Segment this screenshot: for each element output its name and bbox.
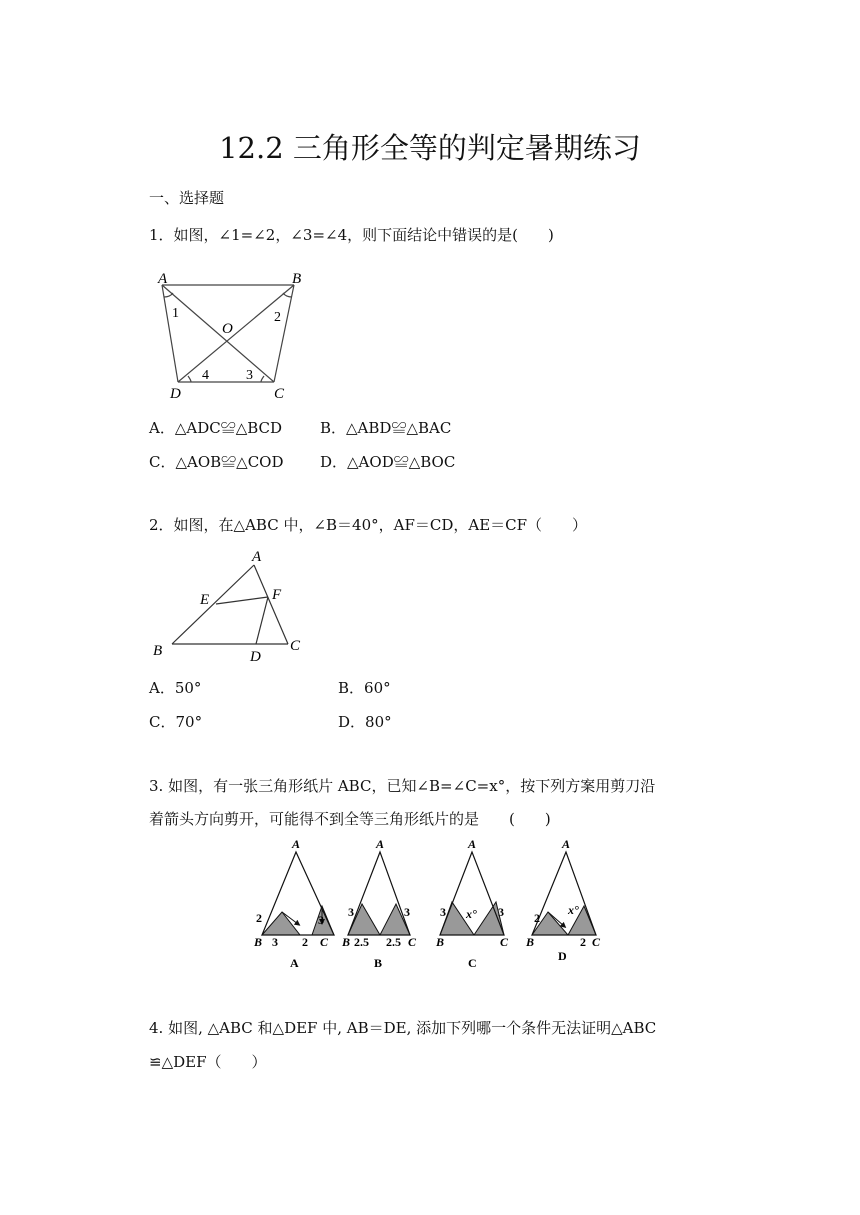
q3-d-num-1: 2 [534,911,540,925]
q2-label-e: E [200,592,210,608]
q3-figure-d [525,837,601,963]
q4-stem-line1: 4. 如图, △ABC 和△DEF 中, AB＝DE, 添加下列哪一个条件无法证明△ABC [149,1019,657,1037]
q3-a-left: B [254,935,263,949]
q3-c-apex: A [468,837,477,851]
q3-d-apex: A [562,837,571,851]
q3-c-num-1: 3 [440,905,446,919]
section-heading: 一、选择题 [149,189,225,207]
q1-option-b[interactable]: B．△ABD≌△BAC [320,419,452,437]
q3-a-num-3: 3 [318,913,324,927]
q2-option-d[interactable]: D．80° [338,713,392,731]
q1-label-o: O [222,321,233,337]
q3-b-caption: B [374,956,383,970]
q3-a-num-2: 3 [272,935,278,949]
q3-c-num-2: 3 [498,905,504,919]
q3-b-right: C [408,935,417,949]
q3-stem-line1: 3. 如图，有一张三角形纸片 ABC，已知∠B=∠C=x°，按下列方案用剪刀沿 [149,777,656,795]
q2-label-c: C [290,638,301,654]
q3-b-num-1: 3 [348,905,354,919]
q1-option-c[interactable]: C．△AOB≌△COD [149,453,284,471]
q3-d-angle: x° [568,903,579,917]
q2-stem: 2．如图，在△ABC 中，∠B＝40°，AF＝CD，AE＝CF（ ） [149,516,588,534]
q1-angle-2: 2 [274,310,281,325]
q2-option-b[interactable]: B．60° [338,679,391,697]
q3-c-left: B [436,935,445,949]
q3-b-num-2: 3 [404,905,410,919]
q3-figure-c [435,837,509,970]
page-title: 12.2 三角形全等的判定暑期练习 [219,131,641,165]
q3-d-right: C [592,935,601,949]
q1-angle-3: 3 [246,368,253,383]
q3-a-num-4: 2 [302,935,308,949]
q3-d-caption: D [558,949,567,963]
q1-label-d: D [170,386,181,400]
q1-figure [150,265,310,400]
q3-b-num-3: 2.5 [354,935,369,949]
q1-stem: 1．如图，∠1=∠2，∠3=∠4，则下面结论中错误的是( ) [149,226,554,244]
q2-option-a[interactable]: A．50° [149,679,202,697]
q3-d-left: B [526,935,535,949]
q1-option-a[interactable]: A．△ADC≌△BCD [149,419,283,437]
q1-option-d[interactable]: D．△AOD≌△BOC [320,453,456,471]
q3-a-apex: A [292,837,301,851]
q3-stem-line2: 着箭头方向剪开，可能得不到全等三角形纸片的是 ( ) [149,810,551,828]
q3-figure-a [253,837,334,970]
q3-a-num-1: 2 [256,911,262,925]
q2-option-c[interactable]: C．70° [149,713,203,731]
q2-label-d: D [250,649,261,665]
q1-label-a: A [158,271,168,287]
q3-b-num-4: 2.5 [386,935,401,949]
q3-b-apex: A [376,837,385,851]
q3-figure-b [341,837,417,970]
q4-stem-line2: ≌△DEF（ ） [149,1053,267,1071]
q3-a-caption: A [290,956,299,970]
q3-d-num-2: 2 [580,935,586,949]
q1-angle-4: 4 [202,368,209,383]
q3-c-angle: x° [466,907,477,921]
q3-figures [250,832,620,972]
q1-label-c: C [274,386,285,400]
q2-label-f: F [272,587,282,603]
q3-b-left: B [342,935,351,949]
q3-a-right: C [320,935,329,949]
q1-label-b: B [292,271,302,287]
q1-angle-1: 1 [172,306,179,321]
q2-label-b: B [153,643,163,659]
q3-c-caption: C [468,956,477,970]
q2-figure [150,545,310,667]
q3-c-right: C [500,935,509,949]
q2-label-a: A [252,549,262,565]
